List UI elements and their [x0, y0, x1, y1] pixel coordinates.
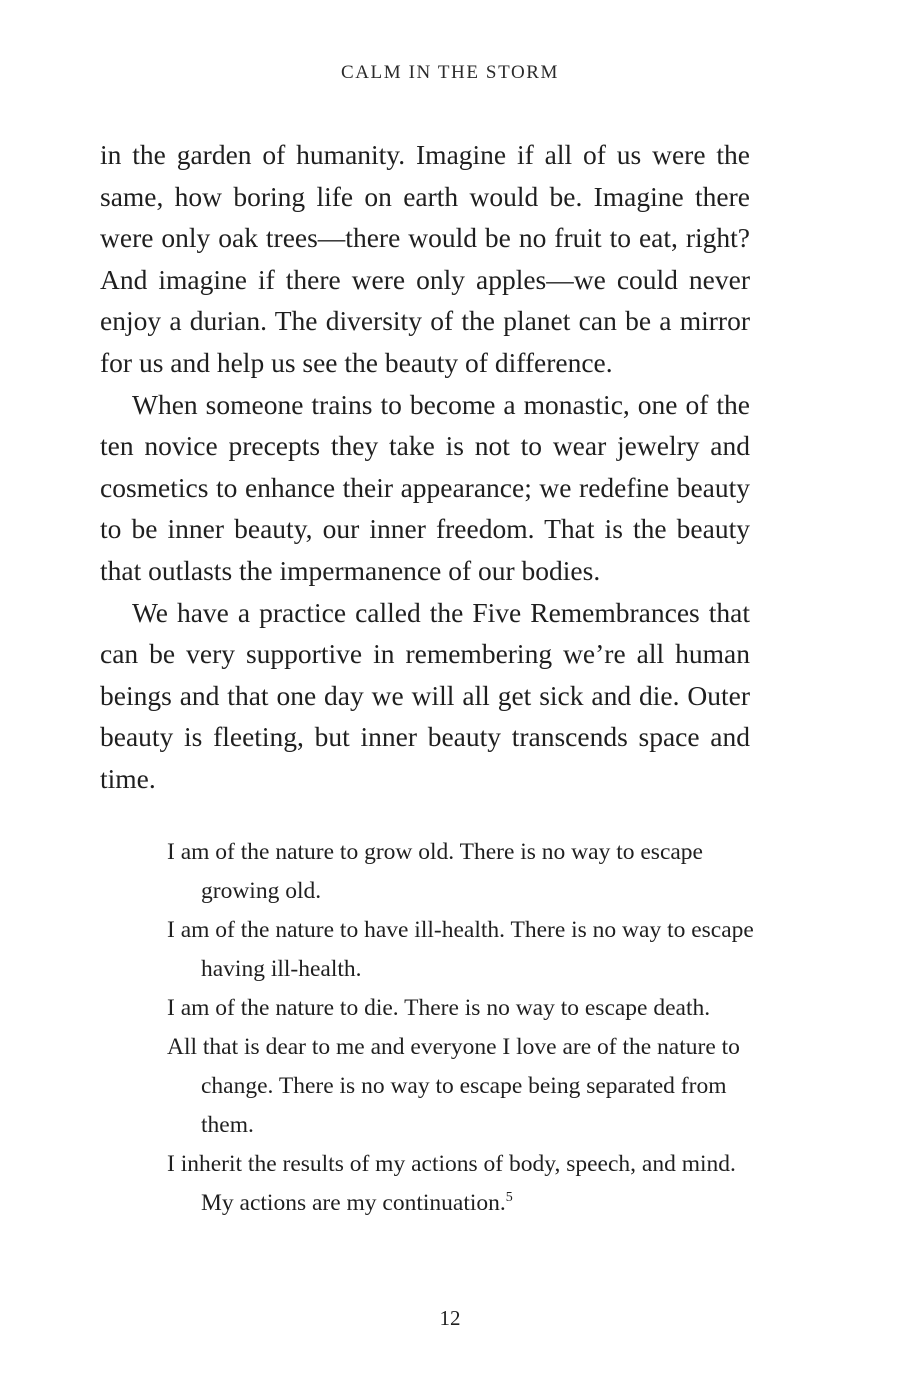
running-head: CALM IN THE STORM [340, 62, 560, 83]
remembrance-item [167, 1145, 757, 1223]
remembrance-item: I am of the nature to have ill-health. There is no way to escape having ill-health. [167, 917, 754, 982]
remembrance-item-text: I inherit the results of my actions of body, speech, and mind. My actions are my continuation. [167, 1151, 736, 1216]
paragraph-3: We have a practice called the Five Remembrances that can be very supportive in remembering we’re all human beings and that one day we will all get sick and die. Outer beauty is fleeting, but inner beauty transcends space and time. [100, 596, 750, 794]
body-text [100, 134, 750, 800]
remembrance-item: I am of the nature to grow old. There is no way to escape growing old. [167, 839, 703, 904]
remembrance-item: All that is dear to me and everyone I love are of the nature to change. There is no way to escape being separated from them. [167, 1034, 740, 1138]
paragraph-2: When someone trains to become a monastic, one of the ten novice precepts they take is not to wear jewelry and cosmetics to enhance their appearance; we redefine beauty to be inner beauty, our inner freedom. That is the beauty that outlasts the impermanence of our bodies. [100, 388, 750, 586]
remembrance-item: I am of the nature to die. There is no way to escape death. [167, 995, 711, 1021]
paragraph-1: in the garden of humanity. Imagine if all of us were the same, how boring life on earth would be. Imagine there were only oak trees—there would be no fruit to eat, right? And imagine if there were only apples—we could never enjoy a durian. The diversity of the planet can be a mirror for us and help us see the beauty of difference. [100, 139, 750, 378]
five-remembrances-list [167, 833, 757, 1223]
footnote-reference[interactable]: 5 [505, 1190, 513, 1205]
page-number: 12 [439, 1306, 461, 1330]
